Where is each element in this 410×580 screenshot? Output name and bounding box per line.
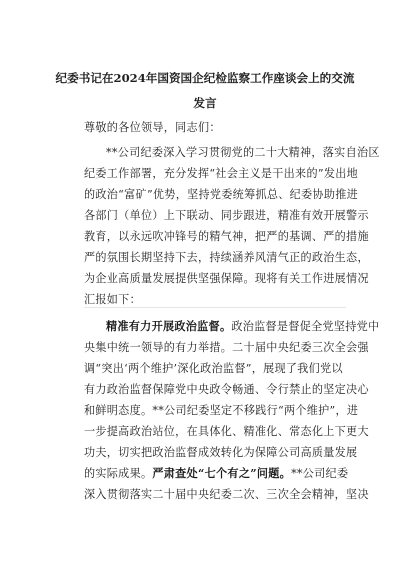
paragraph-1-line: 的政治“富矿”优势，坚持党委统筹抓总、纪委协助推进 bbox=[84, 188, 359, 201]
paragraph-1-line: 各部门（单位）上下联动、同步跟进，精准有效开展警示 bbox=[84, 209, 369, 222]
paragraph-1-line: 纪委工作部署，充分发挥“社会主义是干出来的”发出地 bbox=[84, 167, 359, 180]
paragraph-2-line: 央集中统一领导的有力举措。二十届中央纪委三次全会强 bbox=[84, 341, 369, 354]
paragraph-2-line: 和鲜明态度。**公司纪委坚定不移践行“两个维护”，进 bbox=[84, 404, 359, 417]
salutation: 尊敬的各位领导，同志们： bbox=[84, 121, 221, 134]
paragraph-2-text: **公司纪委 bbox=[291, 467, 349, 480]
document-title-line-1: 纪委书记在2024年国资国企纪检监察工作座谈会上的交流 bbox=[55, 71, 355, 85]
paragraph-2-line: 一步提高政治站位，在具体化、精准化、常态化上下更大 bbox=[84, 425, 369, 438]
paragraph-2-text: 政治监督是督促全党坚持党中 bbox=[231, 320, 380, 333]
paragraph-2-line: 调“突出‘两个维护’深化政治监督”，展现了我们党以 bbox=[84, 362, 343, 375]
paragraph-2-line: 有力政治监督保障党中央政令畅通、令行禁止的坚定决心 bbox=[84, 383, 369, 396]
paragraph-2-mixed-line bbox=[84, 467, 348, 481]
paragraph-2-first-line bbox=[106, 320, 379, 334]
paragraph-2-line: 功夫，切实把政治监督成效转化为保障公司高质量发展 bbox=[84, 446, 358, 459]
section-heading-political-supervision: 精准有力开展政治监督。 bbox=[106, 320, 232, 333]
paragraph-2-line: 深入贯彻落实二十届中央纪委二次、三次全会精神，坚决 bbox=[84, 488, 369, 501]
paragraph-2-text: 的实际成果。 bbox=[84, 467, 153, 480]
paragraph-1-line: 严的氛围长期坚持下去，持续涵养风清气正的政治生态， bbox=[84, 251, 369, 264]
section-heading-seven-problems: 严肃查处“七个有之”问题。 bbox=[152, 467, 292, 480]
document-title-line-2: 发言 bbox=[193, 96, 217, 110]
paragraph-1-line: **公司纪委深入学习贯彻党的二十大精神，落实自治区 bbox=[106, 146, 380, 159]
paragraph-1-line: 为企业高质量发展提供坚强保障。现将有关工作进展情况 bbox=[84, 272, 369, 285]
paragraph-1-line: 汇报如下： bbox=[84, 293, 141, 306]
paragraph-divider bbox=[84, 307, 346, 308]
paragraph-1-line: 教育，以永远吹冲锋号的精气神，把严的基调、严的措施 bbox=[84, 230, 369, 243]
